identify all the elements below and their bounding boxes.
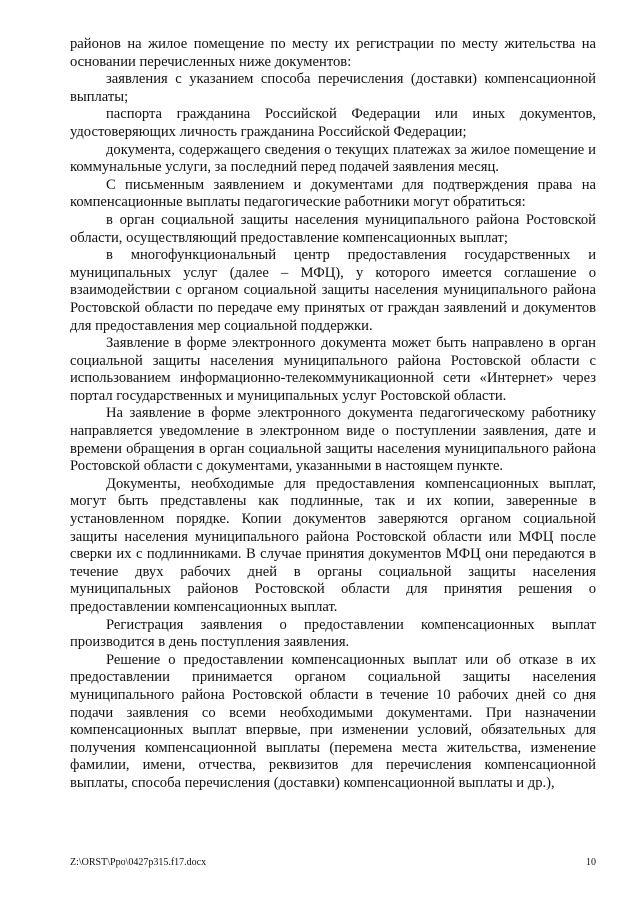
paragraph: На заявление в форме электронного документа педагогическому работнику направляется уведомление в электронном виде о поступлении заявления, дате и времени обращения в орган социальной защиты населения муниципального района Ростовской области с документами, указанными в настоящем пункте. bbox=[70, 405, 596, 475]
document-body bbox=[70, 36, 596, 793]
paragraph: документа, содержащего сведения о текущих платежах за жилое помещение и коммунальные услуги, за последний перед подачей заявления месяц. bbox=[70, 141, 596, 176]
paragraph: Документы, необходимые для предоставления компенсационных выплат, могут быть представлены как подлинные, так и их копии, заверенные в установленном порядке. Копии документов заверяются органом социальной защиты населения муниципального района Ростовской области или МФЦ после сверки их с подлинниками. В случае принятия документов МФЦ они передаются в течение двух рабочих дней в органы социальной защиты населения муниципальных районов Ростовской области для принятия решения о предоставлении компенсационных выплат. bbox=[70, 475, 596, 615]
paragraph: паспорта гражданина Российской Федерации или иных документов, удостоверяющих личность гражданина Российской Федерации; bbox=[70, 106, 596, 140]
footer-file-path: Z:\ORST\Ppo\0427p315.f17.docx bbox=[70, 857, 207, 868]
paragraph: Регистрация заявления о предоставлении компенсационных выплат производится в день поступления заявления. bbox=[70, 616, 596, 651]
paragraph: Заявление в форме электронного документа может быть направлено в орган социальной защиты населения муниципального района Ростовской области с использованием информационно-телекоммуникационной сети «Интернет» через портал государственных и муниципальных услуг Ростовской области. bbox=[70, 335, 596, 404]
paragraph: в орган социальной защиты населения муниципального района Ростовской области, осуществляющий предоставление компенсационных выплат; bbox=[70, 211, 596, 246]
page-number: 10 bbox=[586, 857, 596, 868]
paragraph: С письменным заявлением и документами для подтверждения права на компенсационные выплаты педагогические работники могут обратиться: bbox=[70, 176, 596, 211]
paragraph: районов на жилое помещение по месту их регистрации по месту жительства на основании перечисленных ниже документов: bbox=[70, 36, 596, 70]
paragraph: в многофункциональный центр предоставления государственных и муниципальных услуг (далее – МФЦ), у которого имеется соглашение о взаимодействии с органом социальной защиты населения муниципального района Ростовской области по передаче ему принятых от граждан заявлений и документов для предоставления мер социальной поддержки. bbox=[70, 247, 596, 334]
paragraph: заявления с указанием способа перечисления (доставки) компенсационной выплаты; bbox=[70, 71, 596, 105]
paragraph: Решение о предоставлении компенсационных выплат или об отказе в их предоставлении принимается органом социальной защиты населения муниципального района Ростовской области в течение 10 рабочих дней со дня подачи заявления со всеми необходимыми документами. При назначении компенсационных выплат впервые, при изменении условий, обязательных для получения компенсационной выплаты (перемена места жительства, изменение фамилии, имени, отчества, реквизитов для перечисления компенсационной выплаты, способа перечисления (доставки) компенсационной выплаты и др.), bbox=[70, 651, 596, 791]
